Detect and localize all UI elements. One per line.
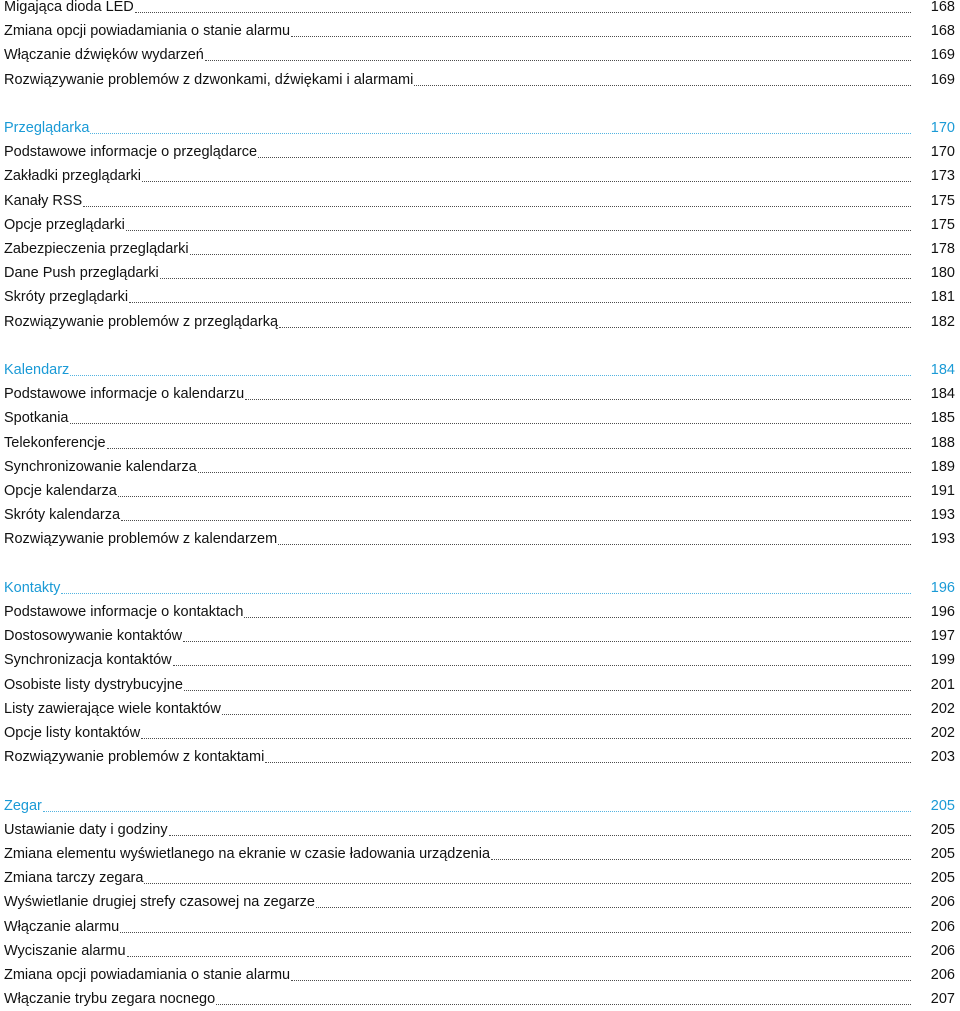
toc-entry-label: Podstawowe informacje o przeglądarce	[4, 144, 258, 161]
toc-entry[interactable]	[4, 285, 955, 309]
dot-leader	[121, 520, 911, 521]
toc-entry[interactable]	[4, 697, 955, 721]
toc-entry-page-number: 184	[930, 362, 955, 378]
toc-entry-page-number: 168	[930, 0, 955, 15]
dot-leader	[144, 883, 911, 884]
toc-entry-label: Podstawowe informacje o kalendarzu	[4, 386, 245, 403]
toc-entry-page-number: 196	[930, 579, 955, 596]
toc-entry[interactable]	[4, 721, 955, 745]
dot-leader	[198, 472, 911, 473]
dot-leader	[141, 738, 911, 739]
toc-entry-label: Synchronizowanie kalendarza	[4, 458, 197, 475]
toc-entry-page-number: 168	[930, 23, 955, 40]
dot-leader	[61, 593, 911, 594]
toc-entry-page-number: 173	[930, 168, 955, 185]
toc-entry-page-number: 205	[930, 870, 955, 887]
toc-entry-page-number: 184	[930, 386, 955, 403]
toc-entry[interactable]	[4, 987, 955, 1011]
toc-entry-page-number: 205	[930, 846, 955, 862]
toc-entry-label: Listy zawierające wiele kontaktów	[4, 700, 221, 717]
dot-leader	[291, 36, 911, 37]
toc-entry-page-number: 207	[930, 991, 955, 1008]
toc-entry[interactable]	[4, 915, 955, 939]
dot-leader	[142, 181, 911, 182]
dot-leader	[265, 762, 911, 763]
toc-entry[interactable]	[4, 866, 955, 890]
toc-entry[interactable]	[4, 890, 955, 914]
toc-entry[interactable]	[4, 406, 955, 430]
toc-entry-page-number: 191	[930, 483, 955, 499]
toc-entry[interactable]	[4, 310, 955, 334]
toc-entry-page-number: 170	[930, 144, 955, 161]
dot-leader	[135, 12, 911, 13]
toc-entry[interactable]	[4, 431, 955, 455]
toc-entry-page-number: 206	[930, 894, 955, 911]
dot-leader	[70, 423, 912, 424]
dot-leader	[90, 133, 911, 134]
toc-entry-label: Wyświetlanie drugiej strefy czasowej na zegarze	[4, 894, 315, 911]
toc-entry[interactable]	[4, 842, 955, 866]
toc-entry-label: Rozwiązywanie problemów z dzwonkami, dźwiękami i alarmami	[4, 71, 414, 88]
toc-entry-page-number: 193	[930, 507, 955, 524]
toc-section-heading[interactable]	[4, 794, 955, 818]
toc-entry-page-number: 202	[930, 700, 955, 717]
dot-leader	[118, 496, 911, 497]
toc-entry-page-number: 206	[930, 918, 955, 935]
dot-leader	[222, 714, 911, 715]
dot-leader	[316, 907, 911, 908]
toc-entry[interactable]	[4, 140, 955, 164]
toc-entry-page-number: 197	[930, 628, 955, 645]
toc-entry-page-number: 178	[930, 241, 955, 257]
toc-entry[interactable]	[4, 600, 955, 624]
dot-leader	[184, 690, 911, 691]
toc-entry-label: Włączanie trybu zegara nocnego	[4, 991, 216, 1008]
dot-leader	[107, 448, 911, 449]
dot-leader	[129, 302, 911, 303]
toc-entry-page-number: 203	[930, 749, 955, 766]
toc-entry[interactable]	[4, 527, 955, 551]
dot-leader	[491, 859, 911, 860]
dot-leader	[127, 956, 911, 957]
toc-entry-page-number: 181	[930, 289, 955, 306]
toc-entry-label: Rozwiązywanie problemów z przeglądarką	[4, 313, 279, 330]
toc-entry-label: Włączanie alarmu	[4, 918, 120, 935]
toc-entry[interactable]	[4, 43, 955, 67]
toc-entry[interactable]	[4, 648, 955, 672]
dot-leader	[278, 544, 911, 545]
toc-entry-label: Migająca dioda LED	[4, 0, 134, 15]
dot-leader	[205, 60, 911, 61]
toc-entry-page-number: 205	[930, 797, 955, 814]
dot-leader	[126, 230, 911, 231]
toc-entry-label: Opcje listy kontaktów	[4, 725, 141, 741]
toc-entry-label: Kanały RSS	[4, 192, 83, 209]
toc-entry[interactable]	[4, 19, 955, 43]
dot-leader	[120, 932, 911, 933]
toc-entry[interactable]	[4, 963, 955, 987]
toc-entry-label: Kontakty	[4, 579, 61, 596]
toc-entry[interactable]	[4, 213, 955, 237]
toc-entry-label: Przeglądarka	[4, 120, 90, 136]
toc-entry-page-number: 206	[930, 942, 955, 959]
toc-entry[interactable]	[4, 0, 955, 19]
toc-entry[interactable]	[4, 673, 955, 697]
toc-entry-page-number: 188	[930, 434, 955, 451]
toc-entry-label: Ustawianie daty i godziny	[4, 821, 168, 838]
dot-leader	[43, 811, 911, 812]
toc-entry[interactable]	[4, 939, 955, 963]
toc-section-heading[interactable]	[4, 116, 955, 140]
toc-entry-page-number: 169	[930, 47, 955, 64]
toc-entry-label: Rozwiązywanie problemów z kontaktami	[4, 749, 265, 766]
toc-entry-label: Telekonferencje	[4, 434, 106, 451]
toc-entry-page-number: 180	[930, 265, 955, 282]
dot-leader	[244, 617, 911, 618]
toc-entry-page-number: 185	[930, 410, 955, 427]
toc-entry-page-number: 202	[930, 725, 955, 741]
toc-entry-page-number: 175	[930, 192, 955, 209]
toc-entry-label: Zmiana opcji powiadamiania o stanie alarmu	[4, 967, 291, 983]
dot-leader	[83, 206, 911, 207]
dot-leader	[216, 1004, 911, 1005]
dot-leader	[279, 327, 911, 328]
dot-leader	[258, 157, 911, 158]
toc-entry-page-number: 206	[930, 967, 955, 983]
dot-leader	[183, 641, 911, 642]
toc-entry-page-number: 182	[930, 313, 955, 330]
toc-entry-label: Zmiana opcji powiadamiania o stanie alarmu	[4, 23, 291, 40]
toc-entry-label: Podstawowe informacje o kontaktach	[4, 604, 244, 620]
toc-entry[interactable]	[4, 745, 955, 769]
dot-leader	[169, 835, 911, 836]
toc-entry-label: Wyciszanie alarmu	[4, 942, 126, 959]
toc-entry-label: Zakładki przeglądarki	[4, 168, 142, 185]
toc-entry[interactable]	[4, 261, 955, 285]
toc-entry-label: Zabezpieczenia przeglądarki	[4, 241, 189, 257]
toc-entry[interactable]	[4, 382, 955, 406]
dot-leader	[414, 85, 911, 86]
dot-leader	[160, 278, 911, 279]
toc-entry-page-number: 205	[930, 821, 955, 838]
toc-entry-label: Skróty przeglądarki	[4, 289, 129, 306]
toc-entry[interactable]	[4, 237, 955, 261]
toc-entry-label: Skróty kalendarza	[4, 507, 121, 524]
toc-section-heading[interactable]	[4, 576, 955, 600]
toc-entry-page-number: 193	[930, 531, 955, 548]
toc-entry-label: Kalendarz	[4, 362, 70, 378]
toc-entry-label: Włączanie dźwięków wydarzeń	[4, 47, 204, 64]
toc-section-heading[interactable]	[4, 358, 955, 382]
toc-entry-label: Dostosowywanie kontaktów	[4, 628, 183, 645]
toc-entry-label: Opcje przeglądarki	[4, 216, 125, 233]
toc-entry-label: Opcje kalendarza	[4, 483, 117, 499]
toc-entry-label: Zmiana tarczy zegara	[4, 870, 144, 887]
toc-entry-label: Zegar	[4, 797, 42, 814]
toc-entry-page-number: 189	[930, 458, 955, 475]
toc-entry[interactable]	[4, 189, 955, 213]
toc-entry-page-number: 201	[930, 676, 955, 693]
dot-leader	[173, 665, 911, 666]
toc-entry[interactable]	[4, 479, 955, 503]
dot-leader	[245, 399, 911, 400]
toc-entry[interactable]	[4, 503, 955, 527]
toc-entry-label: Zmiana elementu wyświetlanego na ekranie w czasie ładowania urządzenia	[4, 846, 491, 862]
toc-entry-page-number: 169	[930, 71, 955, 88]
toc-entry-page-number: 170	[930, 120, 955, 136]
toc-entry-label: Synchronizacja kontaktów	[4, 652, 172, 669]
toc-entry-label: Dane Push przeglądarki	[4, 265, 159, 282]
toc-entry-label: Rozwiązywanie problemów z kalendarzem	[4, 531, 278, 548]
toc-entry[interactable]	[4, 624, 955, 648]
toc-entry-page-number: 175	[930, 216, 955, 233]
dot-leader	[70, 375, 911, 376]
toc-entry[interactable]	[4, 68, 955, 92]
toc-entry-page-number: 199	[930, 652, 955, 669]
toc-entry-label: Osobiste listy dystrybucyjne	[4, 676, 183, 693]
dot-leader	[291, 980, 911, 981]
toc-entry[interactable]	[4, 455, 955, 479]
toc-entry-label: Spotkania	[4, 410, 69, 427]
toc-entry-page-number: 196	[930, 604, 955, 620]
toc-entry[interactable]	[4, 164, 955, 188]
toc-entry[interactable]	[4, 818, 955, 842]
dot-leader	[190, 254, 911, 255]
